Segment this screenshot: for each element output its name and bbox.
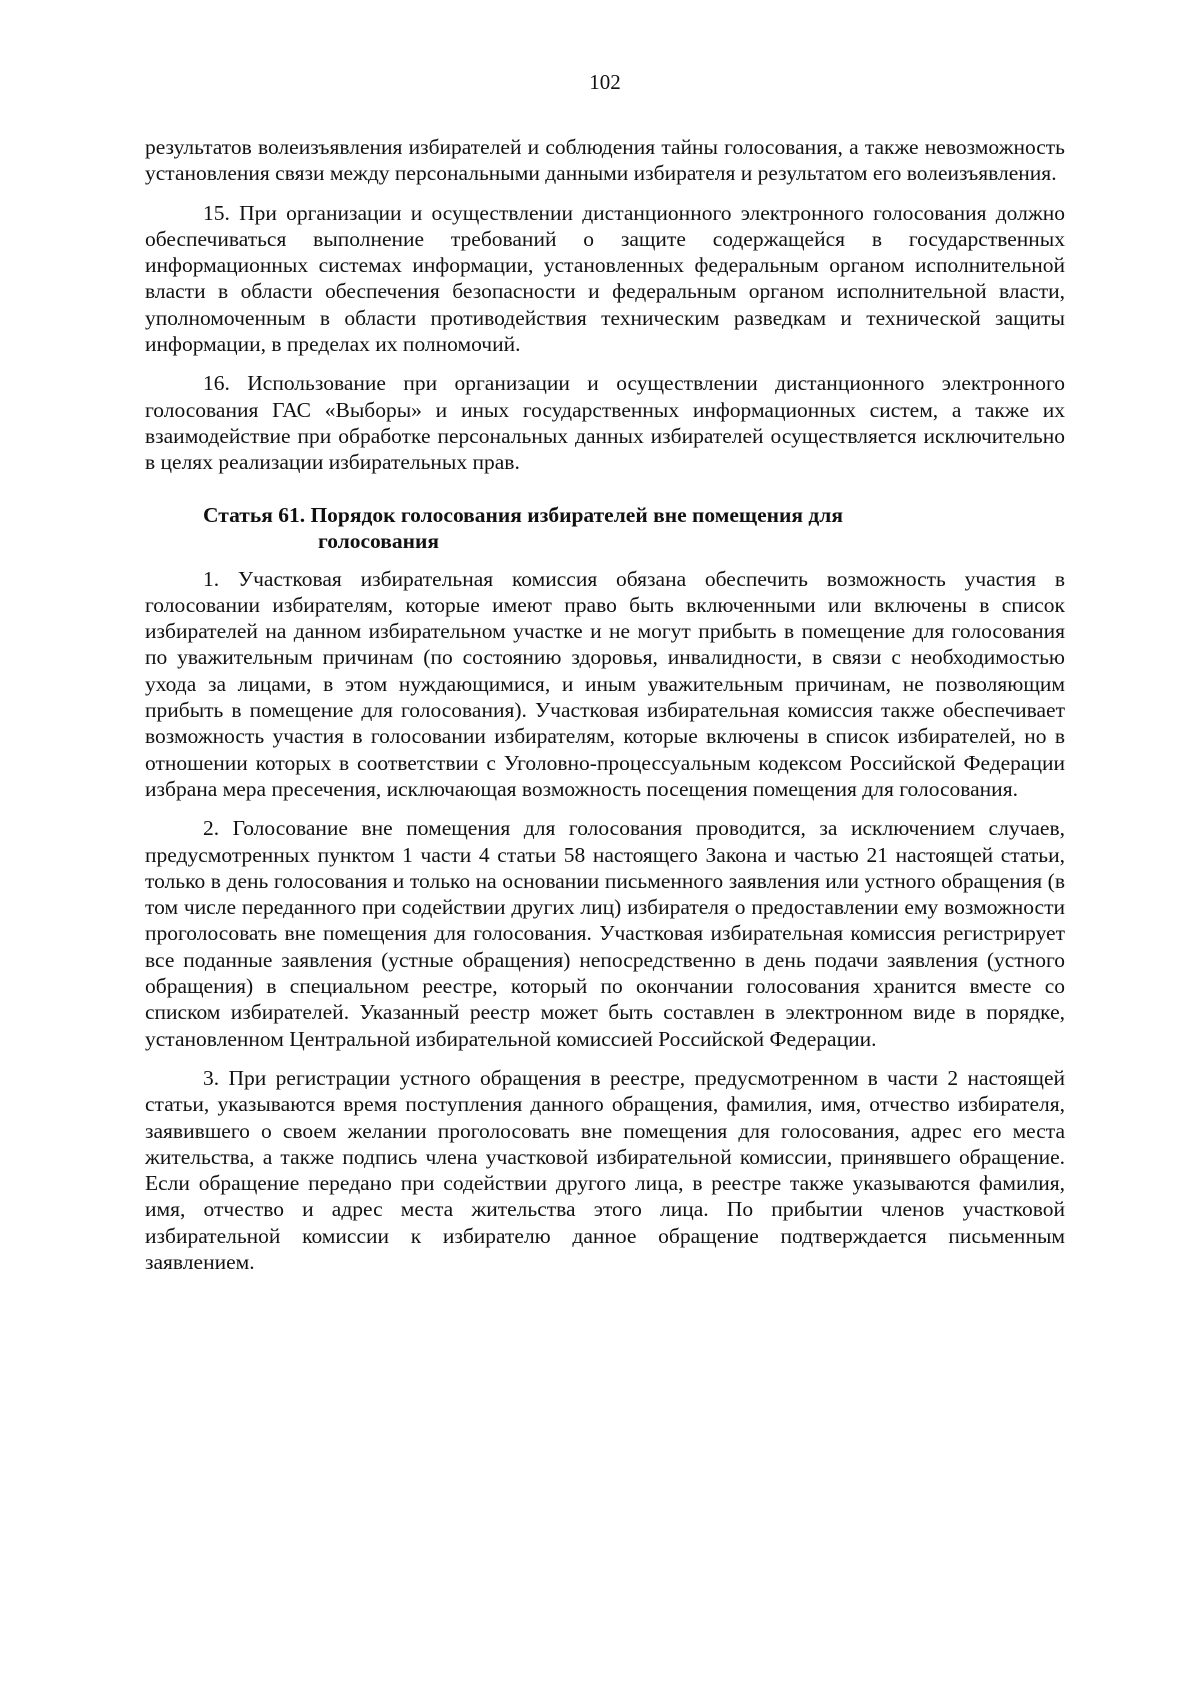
document-page bbox=[145, 70, 1065, 1288]
paragraph-item-3: 3. При регистрации устного обращения в реестре, предусмотренном в части 2 настоящей статьи, указываются время поступления данного обращения, фамилия, имя, отчество избирателя, заявившего о своем желании проголосовать вне помещения для голосования, адрес его места жительства, а также подпись члена участковой избирательной комиссии, принявшего обращение. Если обращение передано при содействии другого лица, в реестре также указываются фамилия, имя, отчество и адрес места жительства этого лица. По прибытии членов участковой избирательной комиссии к избирателю данное обращение подтверждается письменным заявлением. bbox=[145, 1065, 1065, 1274]
page-number: 102 bbox=[589, 70, 621, 94]
article-heading bbox=[145, 502, 1065, 554]
paragraph-item-15: 15. При организации и осуществлении дистанционного электронного голосования должно обеспечиваться выполнение требований о защите содержащейся в государственных информационных системах информации, установленных федеральным органом исполнительной власти в области обеспечения безопасности и федеральным органом исполнительной власти, уполномоченным в области противодействия техническим разведкам и технической защиты информации, в пределах их полномочий. bbox=[145, 200, 1065, 357]
paragraph-item-1: 1. Участковая избирательная комиссия обязана обеспечить возможность участия в голосовании избирателям, которые имеют право быть включенными или включены в список избирателей на данном избирательном участке и не могут прибыть в помещение для голосования по уважительным причинам (по состоянию здоровья, инвалидности, в связи с необходимостью ухода за лицами, в этом нуждающимися, и иным уважительным причинам, не позволяющим прибыть в помещение для голосования). Участковая избирательная комиссия также обеспечивает возможность участия в голосовании избирателям, которые включены в список избирателей, но в отношении которых в соответствии с Уголовно-процессуальным кодексом Российской Федерации избрана мера пресечения, исключающая возможность посещения помещения для голосования. bbox=[145, 566, 1065, 801]
article-heading-line1: Статья 61. Порядок голосования избирателей вне помещения для bbox=[203, 502, 843, 527]
paragraph-item-2: 2. Голосование вне помещения для голосования проводится, за исключением случаев, предусмотренных пунктом 1 части 4 статьи 58 настоящего Закона и частью 21 настоящей статьи, только в день голосования и только на основании письменного заявления или устного обращения (в том числе переданного при содействии других лиц) избирателя о предоставлении ему возможности проголосовать вне помещения для голосования. Участковая избирательная комиссия регистрирует все поданные заявления (устные обращения) непосредственно в день подачи заявления (устного обращения) в специальном реестре, который по окончании голосования хранится вместе со списком избирателей. Указанный реестр может быть составлен в электронном виде в порядке, установленном Центральной избирательной комиссией Российской Федерации. bbox=[145, 816, 1065, 1051]
paragraph-continuation: результатов волеизъявления избирателей и соблюдения тайны голосования, а также невозможность установления связи между персональными данными избирателя и результатом его волеизъявления. bbox=[145, 135, 1065, 186]
paragraph-item-16: 16. Использование при организации и осуществлении дистанционного электронного голосования ГАС «Выборы» и иных государственных информационных систем, а также их взаимодействие при обработке персональных данных избирателей осуществляется исключительно в целях реализации избирательных прав. bbox=[145, 371, 1065, 475]
article-heading-line2: голосования bbox=[318, 528, 440, 553]
